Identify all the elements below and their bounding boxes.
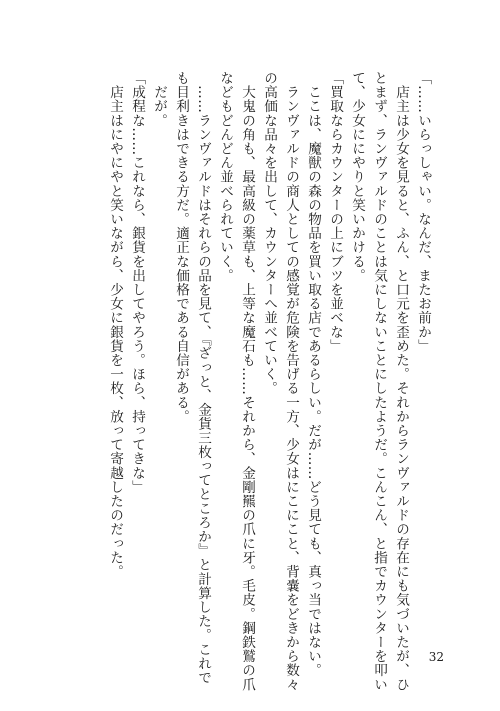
vertical-text-body: [82, 71, 434, 692]
text-line: 「買取ならカウンターの上にブツを並べな」: [327, 71, 343, 353]
text-line: ランヴァルドの商人としての感覚が危険を告げる一方、少女はにこにこと、背嚢をどきから数々: [283, 71, 299, 692]
text-line: の高価な品々を出して、カウンターへ並べていく。: [261, 71, 277, 396]
text-line: 「……いらっしゃい。なんだ、またお前か」: [415, 71, 431, 353]
text-line: 大鬼の角も、最高級の薬草も、上等な魔石も……それから、金剛羆の爪に牙。毛皮。鋼鉄鷲の爪: [239, 71, 255, 692]
text-line: だが。: [151, 71, 167, 128]
text-line: も目利きはできる方だ。適正な価格である自信がある。: [173, 71, 189, 424]
text-line: とまず、ランヴァルドのことは気にしないことにしたようだ。こんこん、と指でカウンターを叩い: [371, 71, 387, 692]
text-line: ……ランヴァルドはそれらの品を見て、『ざっと、金貨三枚ってところか』と計算した。これで: [195, 71, 211, 685]
text-line: ここは、魔獣の森の物品を買い取る店であるらしい。だが……どう見ても、真っ当ではない。: [305, 71, 321, 678]
text-line: て、少女ににやりと笑いかける。: [349, 71, 365, 283]
text-line: などもどんどん並べられていく。: [217, 71, 233, 283]
page-number: 32: [428, 650, 444, 664]
text-line: 店主は少女を見ると、ふん、と口元を歪めた。それからランヴァルドの存在にも気づいたが、ひ: [393, 71, 409, 692]
text-line: 「成程な……これなら、銀貨を出してやろう。ほら、持ってきな」: [129, 71, 145, 494]
text-line: 店主はにやにやと笑いながら、少女に銀貨を一枚、放って寄越したのだった。: [107, 71, 123, 579]
